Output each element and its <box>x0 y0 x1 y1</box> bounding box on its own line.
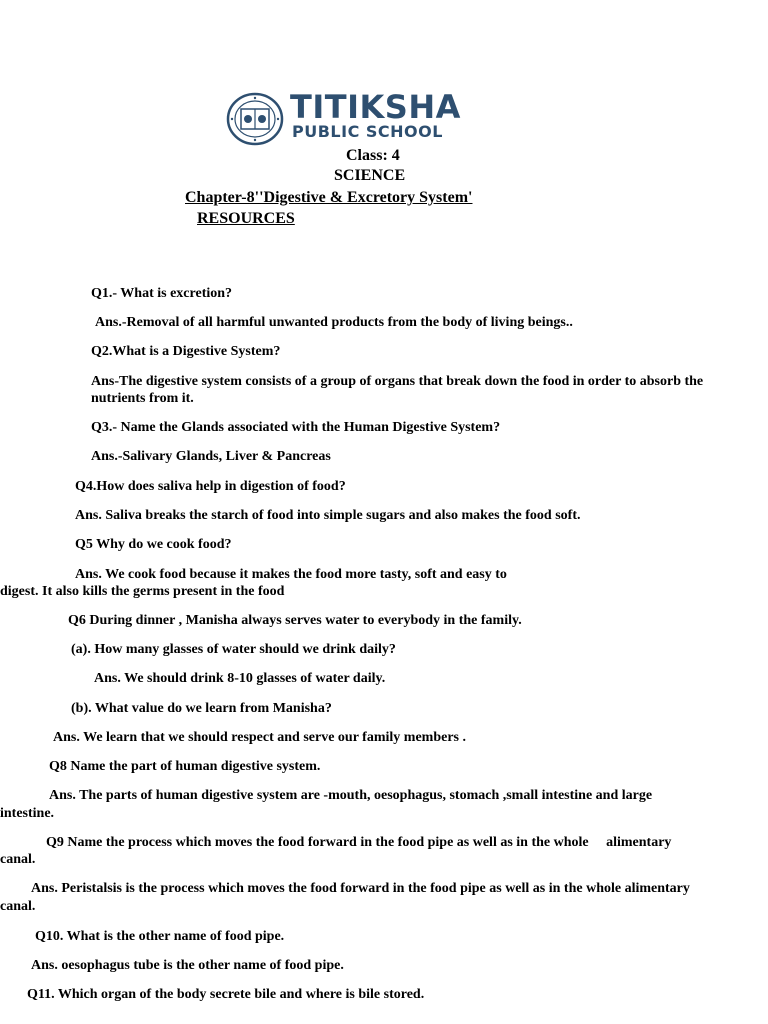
question-2: Q2.What is a Digestive System? <box>91 344 281 359</box>
subject-title: SCIENCE <box>334 167 406 184</box>
answer-5-line-1: Ans. We cook food because it makes the food more tasty, soft and easy to <box>75 567 507 582</box>
question-6b: (b). What value do we learn from Manisha? <box>71 701 332 716</box>
answer-8-line-2: intestine. <box>0 806 55 821</box>
class-label: Class: 4 <box>346 147 400 164</box>
question-1: Q1.- What is excretion? <box>91 286 233 301</box>
question-5: Q5 Why do we cook food? <box>75 537 232 552</box>
question-9-line-1: Q9 Name the process which moves the food forward in the food pipe as well as in the whole alimentary <box>46 835 672 850</box>
school-subtitle: PUBLIC SCHOOL <box>292 122 443 141</box>
answer-6b: Ans. We learn that we should respect and serve our family members . <box>53 730 466 745</box>
answer-5-line-2: digest. It also kills the germs present in the food <box>0 584 285 599</box>
question-4: Q4.How does saliva help in digestion of food? <box>75 479 346 494</box>
question-3: Q3.- Name the Glands associated with the Human Digestive System? <box>91 420 501 435</box>
question-6: Q6 During dinner , Manisha always serves water to everybody in the family. <box>68 613 522 628</box>
answer-6a: Ans. We should drink 8-10 glasses of water daily. <box>94 671 386 686</box>
chapter-title: Chapter-8''Digestive & Excretory System' <box>185 189 473 206</box>
school-emblem-icon <box>226 92 284 146</box>
answer-2-line-1: Ans-The digestive system consists of a group of organs that break down the food in order to absorb the <box>91 374 704 389</box>
answer-9-line-1: Ans. Peristalsis is the process which moves the food forward in the food pipe as well as in the whole alimentary <box>31 881 690 896</box>
answer-2-line-2: nutrients from it. <box>91 391 194 406</box>
answer-8-line-1: Ans. The parts of human digestive system are -mouth, oesophagus, stomach ,small intestine and large <box>49 788 653 803</box>
question-9-line-2: canal. <box>0 852 36 867</box>
school-name: TITIKSHA <box>290 88 461 126</box>
answer-10: Ans. oesophagus tube is the other name of food pipe. <box>31 958 344 973</box>
school-logo <box>226 88 461 148</box>
question-6a: (a). How many glasses of water should we drink daily? <box>71 642 396 657</box>
answer-3: Ans.-Salivary Glands, Liver & Pancreas <box>91 449 331 464</box>
answer-1: Ans.-Removal of all harmful unwanted products from the body of living beings.. <box>95 315 573 330</box>
question-10: Q10. What is the other name of food pipe. <box>35 929 285 944</box>
resources-heading: RESOURCES <box>197 210 295 227</box>
question-11: Q11. Which organ of the body secrete bile and where is bile stored. <box>27 987 425 1002</box>
answer-4: Ans. Saliva breaks the starch of food into simple sugars and also makes the food soft. <box>75 508 581 523</box>
question-8: Q8 Name the part of human digestive system. <box>49 759 321 774</box>
answer-9-line-2: canal. <box>0 899 36 914</box>
